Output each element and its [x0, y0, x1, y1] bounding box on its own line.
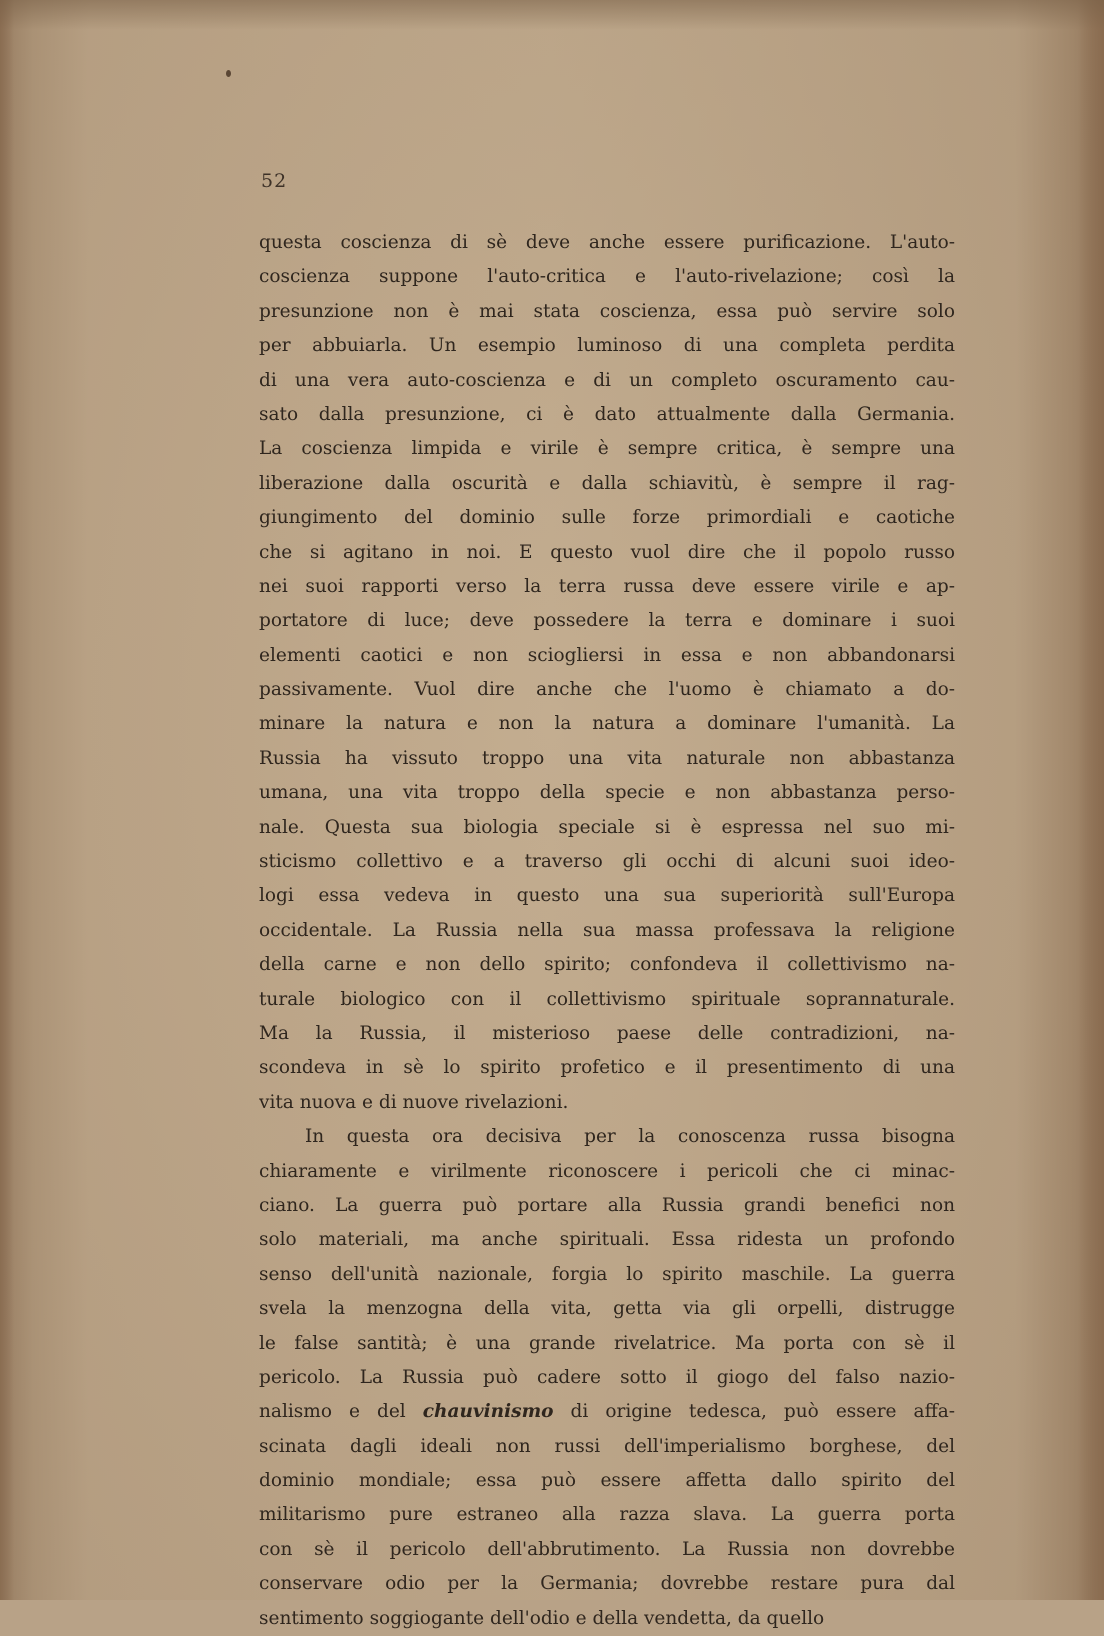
text-line: La coscienza limpida e virile è sempre critica, è sempre una: [259, 438, 955, 460]
page-edge-right-shadow: [1078, 0, 1104, 1600]
text-line: con sè il pericolo dell'abbrutimento. La Russia non dovrebbe: [259, 1538, 955, 1560]
text-line: minare la natura e non la natura a dominare l'umanità. La: [259, 713, 955, 735]
text-line: logi essa vedeva in questo una sua superiorità sull'Europa: [259, 885, 955, 907]
text-line: scondeva in sè lo spirito profetico e il presentimento di una: [259, 1057, 955, 1079]
text-line: per abbuiarla. Un esempio luminoso di una completa perdita: [259, 335, 955, 357]
text-line: turale biologico con il collettivismo spirituale soprannaturale.: [259, 988, 955, 1010]
text-line: giungimento del dominio sulle forze primordiali e caotiche: [259, 507, 955, 529]
text-line: sentimento soggiogante dell'odio e della vendetta, da quello: [259, 1607, 825, 1629]
text-line: dominio mondiale; essa può essere affetta dallo spirito del: [259, 1470, 955, 1492]
text-line: scinata dagli ideali non russi dell'imperialismo borghese, del: [259, 1435, 955, 1457]
text-line: umana, una vita troppo della specie e non abbastanza perso-: [259, 782, 955, 804]
text-line: elementi caotici e non sciogliersi in essa e non abbandonarsi: [259, 644, 955, 666]
text-line: militarismo pure estraneo alla razza slava. La guerra porta: [259, 1504, 955, 1526]
text-line: Russia ha vissuto troppo una vita naturale non abbastanza: [259, 747, 955, 769]
ink-speck: [226, 70, 231, 77]
text-line: le false santità; è una grande rivelatrice. Ma porta con sè il: [259, 1332, 955, 1354]
italic-word: chauvinismo: [422, 1401, 554, 1423]
text-line: sticismo collettivo e a traverso gli occhi di alcuni suoi ideo-: [259, 851, 955, 873]
text-line: liberazione dalla oscurità e dalla schiavitù, è sempre il rag-: [259, 472, 955, 494]
text-line: sato dalla presunzione, ci è dato attualmente dalla Germania.: [259, 403, 955, 425]
text-line: solo materiali, ma anche spirituali. Essa ridesta un profondo: [259, 1229, 955, 1251]
text-line: di una vera auto-coscienza e di un completo oscuramento cau-: [259, 369, 955, 391]
text-line: portatore di luce; deve possedere la terra e dominare i suoi: [259, 610, 955, 632]
page-number: 52: [261, 170, 288, 192]
text-line: nale. Questa sua biologia speciale si è espressa nel suo mi-: [259, 816, 955, 838]
text-line: della carne e non dello spirito; confondeva il collettivismo na-: [259, 954, 955, 976]
text-line: ciano. La guerra può portare alla Russia grandi benefici non: [259, 1194, 955, 1216]
text-line: occidentale. La Russia nella sua massa professava la religione: [259, 919, 955, 941]
paragraph: [259, 1120, 955, 1636]
text-line: che si agitano in noi. E questo vuol dire che il popolo russo: [259, 541, 955, 563]
text-line: Ma la Russia, il misterioso paese delle contradizioni, na-: [259, 1022, 955, 1044]
page-edge-left-shadow: [0, 0, 14, 1600]
text-line: chiaramente e virilmente riconoscere i pericoli che ci minac-: [259, 1160, 955, 1182]
text-line: coscienza suppone l'auto-critica e l'auto-rivelazione; così la: [259, 266, 955, 288]
text-line: nei suoi rapporti verso la terra russa deve essere virile e ap-: [259, 575, 955, 597]
text-line: svela la menzogna della vita, getta via gli orpelli, distrugge: [259, 1298, 955, 1320]
text-line: conservare odio per la Germania; dovrebbe restare pura dal: [259, 1573, 955, 1595]
text-line: presunzione non è mai stata coscienza, essa può servire solo: [259, 300, 955, 322]
text-line: passivamente. Vuol dire anche che l'uomo è chiamato a do-: [259, 679, 955, 701]
paragraph: [259, 226, 955, 1120]
text-line: senso dell'unità nazionale, forgia lo spirito maschile. La guerra: [259, 1263, 955, 1285]
text-line: nalismo e del chauvinismo di origine tedesca, può essere affa-: [259, 1401, 955, 1423]
text-line: pericolo. La Russia può cadere sotto il giogo del falso nazio-: [259, 1366, 955, 1388]
text-line: In questa ora decisiva per la conoscenza russa bisogna: [305, 1126, 955, 1148]
body-text: [259, 226, 955, 1636]
page-edge-top-shadow: [0, 0, 1104, 30]
text-line: vita nuova e di nuove rivelazioni.: [259, 1091, 569, 1113]
text-line: questa coscienza di sè deve anche essere purificazione. L'auto-: [259, 232, 955, 253]
